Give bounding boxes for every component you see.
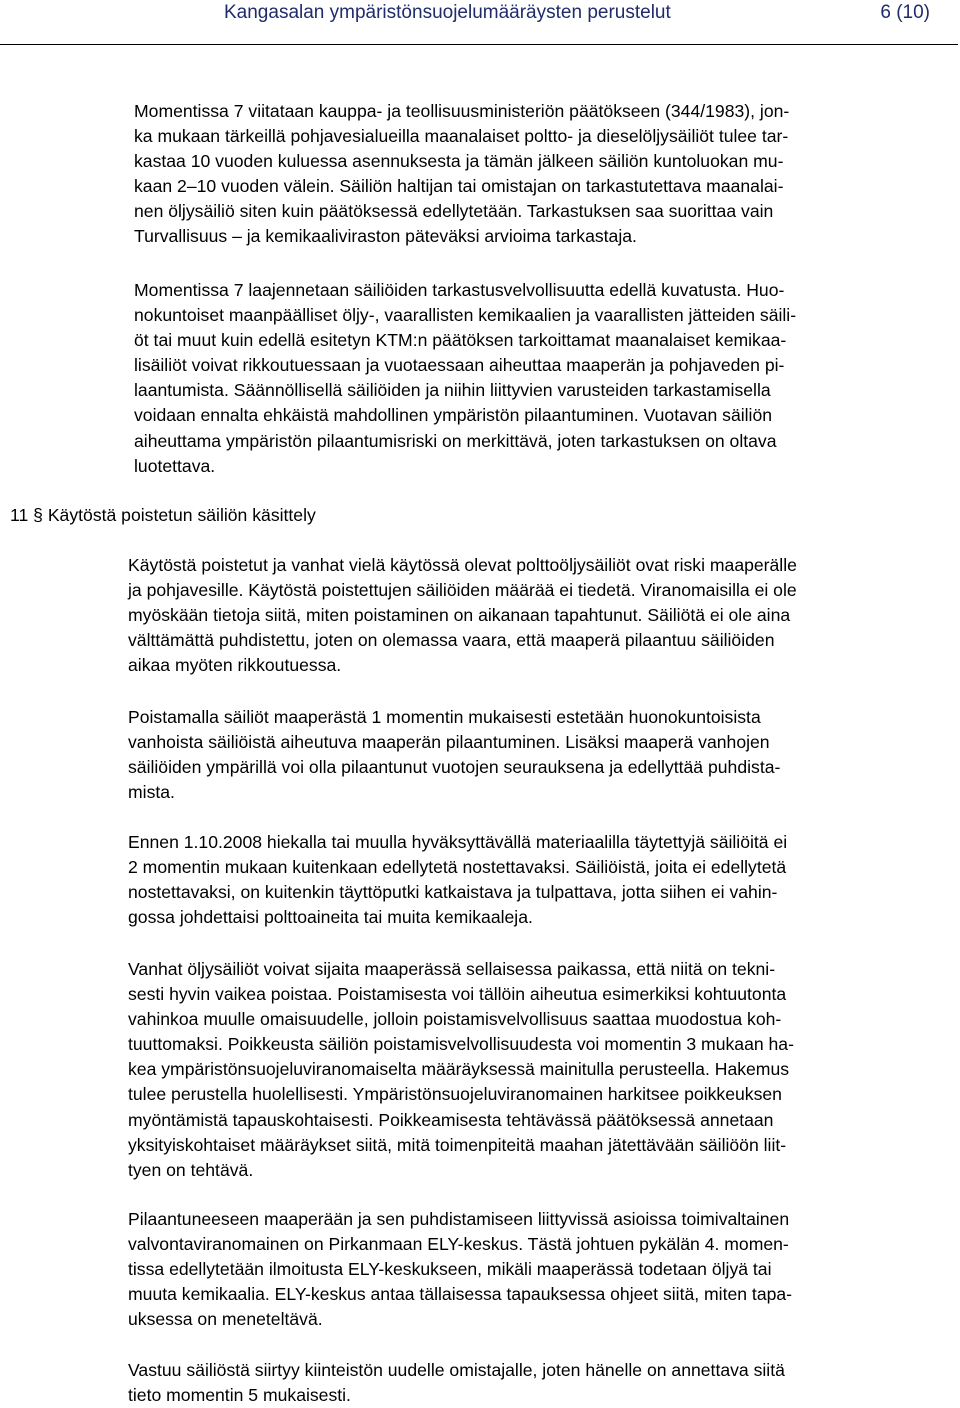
text-line: lisäiliöt voivat rikkoutuessaan ja vuotaessaan aiheuttaa maaperän ja pohjaveden pi- [134,355,785,376]
text-line: välttämättä puhdistettu, joten on olemassa vaara, että maaperä pilaantuu säiliöiden [128,630,775,651]
page-header [0,0,960,40]
text-line: luotettava. [134,455,216,476]
paragraph-poistamalla [128,705,780,805]
text-line: nen öljysäiliö siten kuin päätöksessä edellytetään. Tarkastuksen saa suorittaa vain [134,201,774,222]
paragraph-vastuu [128,1358,785,1408]
text-line: sesti hyvin vaikea poistaa. Poistamisesta voi tällöin aiheutua esimerkiksi kohtuutonta [128,984,787,1005]
text-line: öt tai muut kuin edellä esitetyn KTM:n päätöksen tarkoittamat maanalaiset kemikaa- [134,330,787,351]
text-line: Poistamalla säiliöt maaperästä 1 momentin mukaisesti estetään huonokuntoisista [128,707,761,727]
text-line: säiliöiden ympärillä voi olla pilaantunut vuotojen seurauksena ja edellyttää puhdista- [128,757,781,778]
section-heading-11: 11 § Käytöstä poistetun säiliön käsittely [10,505,316,525]
text-line: kastaa 10 vuoden kuluessa asennuksesta ja tämän jälkeen säiliön kuntoluokan mu- [134,151,784,172]
text-line: mista. [128,782,175,803]
text-line: voidaan ennalta ehkäistä mahdollinen ympäristön pilaantuminen. Vuotavan säiliön [134,405,773,426]
text-line: nokuntoiset maanpäälliset öljy-, vaarallisten kemikaalien ja vaarallisten jätteiden säili- [134,305,797,326]
text-line: valvontaviranomainen on Pirkanmaan ELY-keskus. Tästä johtuen pykälän 4. momen- [128,1234,789,1255]
text-line: Pilaantuneeseen maaperään ja sen puhdistamiseen liittyvissä asioissa toimivaltainen [128,1209,790,1229]
text-line: 2 momentin mukaan kuitenkaan edellytetä nostettavaksi. Säiliöistä, joita ei edellytetä [128,857,787,878]
page-number: 6 (10) [880,2,930,23]
text-line: ja pohjavesille. Käytöstä poistettujen säiliöiden määrää ei tiedetä. Viranomaisilla ei ole [128,580,797,601]
text-line: Ennen 1.10.2008 hiekalla tai muulla hyväksyttävällä materiaalilla täytettyjä säiliöitä ei [128,832,788,852]
text-line: tuuttomaksi. Poikkeusta säiliön poistamisvelvollisuudesta voi momentin 3 mukaan ha- [128,1034,794,1055]
text-line: ka mukaan tärkeillä pohjavesialueilla maanalaiset poltto- ja dieselöljysäiliöt tulee tar- [134,126,789,147]
text-line: tieto momentin 5 mukaisesti. [128,1385,351,1406]
text-line: kea ympäristönsuojeluviranomaiselta määräyksessä mainitulla perusteella. Hakemus [128,1059,790,1080]
text-line: laantumista. Säännöllisellä säiliöiden ja niihin liittyvien varusteiden tarkastamisella [134,380,771,401]
text-line: uksessa on meneteltävä. [128,1309,323,1330]
text-line: Vanhat öljysäiliöt voivat sijaita maaperässä sellaisessa paikassa, että niitä on tekni- [128,959,776,979]
text-line: myöskään tietoja siitä, miten poistaminen on aikanaan tapahtunut. Säiliötä ei ole aina [128,605,791,626]
text-line: vahinkoa muulle omaisuudelle, jolloin poistamisvelvollisuus saattaa muodostua koh- [128,1009,782,1030]
paragraph-pilaantunut-maapera [128,1207,792,1332]
header-divider [0,44,958,45]
text-line: aikaa myöten rikkoutuessa. [128,655,342,676]
paragraph-ennen-2008 [128,830,787,930]
text-line: muuta kemikaalia. ELY-keskus antaa tällaisessa tapauksessa ohjeet siitä, miten tapa- [128,1284,793,1305]
text-line: tulee perustella huolellisesti. Ympäristönsuojeluviranomainen harkitsee poikkeuksen [128,1084,782,1105]
text-line: Turvallisuus – ja kemikaaliviraston päteväksi arvioima tarkastaja. [134,226,637,247]
text-line: Vastuu säiliöstä siirtyy kiinteistön uudelle omistajalle, joten hänelle on annettava siitä [128,1360,785,1380]
text-line: vanhoista säiliöistä aiheutuva maaperän pilaantuminen. Lisäksi maaperä vanhojen [128,732,770,753]
text-line: myöntämistä tapauskohtaisesti. Poikkeamisesta tehtävässä päätöksessä annetaan [128,1109,774,1130]
paragraph-momentti-7-viittaus [134,99,789,250]
document-title: Kangasalan ympäristönsuojelumääräysten perustelut [224,2,671,23]
text-line: aiheuttama ympäristön pilaantumisriski on merkittävä, joten tarkastuksen on oltava [134,430,777,451]
paragraph-kaytosta-poistetut [128,553,797,678]
text-line: tyen on tehtävä. [128,1159,254,1180]
text-line: yksityiskohtaiset määräykset siitä, mitä toimenpiteitä maahan jätettävään säiliöön liit- [128,1134,787,1155]
paragraph-momentti-7-laajennus [134,278,796,479]
text-line: kaan 2–10 vuoden välein. Säiliön haltijan tai omistajan on tarkastutettava maanalai- [134,176,784,197]
text-line: Momentissa 7 laajennetaan säiliöiden tarkastusvelvollisuutta edellä kuvatusta. Huo- [134,280,785,300]
text-line: nostettavaksi, on kuitenkin täyttöputki katkaistava ja tulpattava, jotta siihen ei vahin- [128,882,778,903]
paragraph-vanhat-oljysailiot [128,957,794,1183]
text-line: gossa johdettaisi polttoaineita tai muita kemikaaleja. [128,907,533,928]
text-line: Momentissa 7 viitataan kauppa- ja teollisuusministeriön päätökseen (344/1983), jon- [134,101,790,121]
text-line: Käytöstä poistetut ja vanhat vielä käytössä olevat polttoöljysäiliöt ovat riski maaperälle [128,555,797,575]
text-line: tissa edellytetään ilmoitusta ELY-keskukseen, mikäli maaperässä todetaan öljyä tai [128,1259,772,1280]
